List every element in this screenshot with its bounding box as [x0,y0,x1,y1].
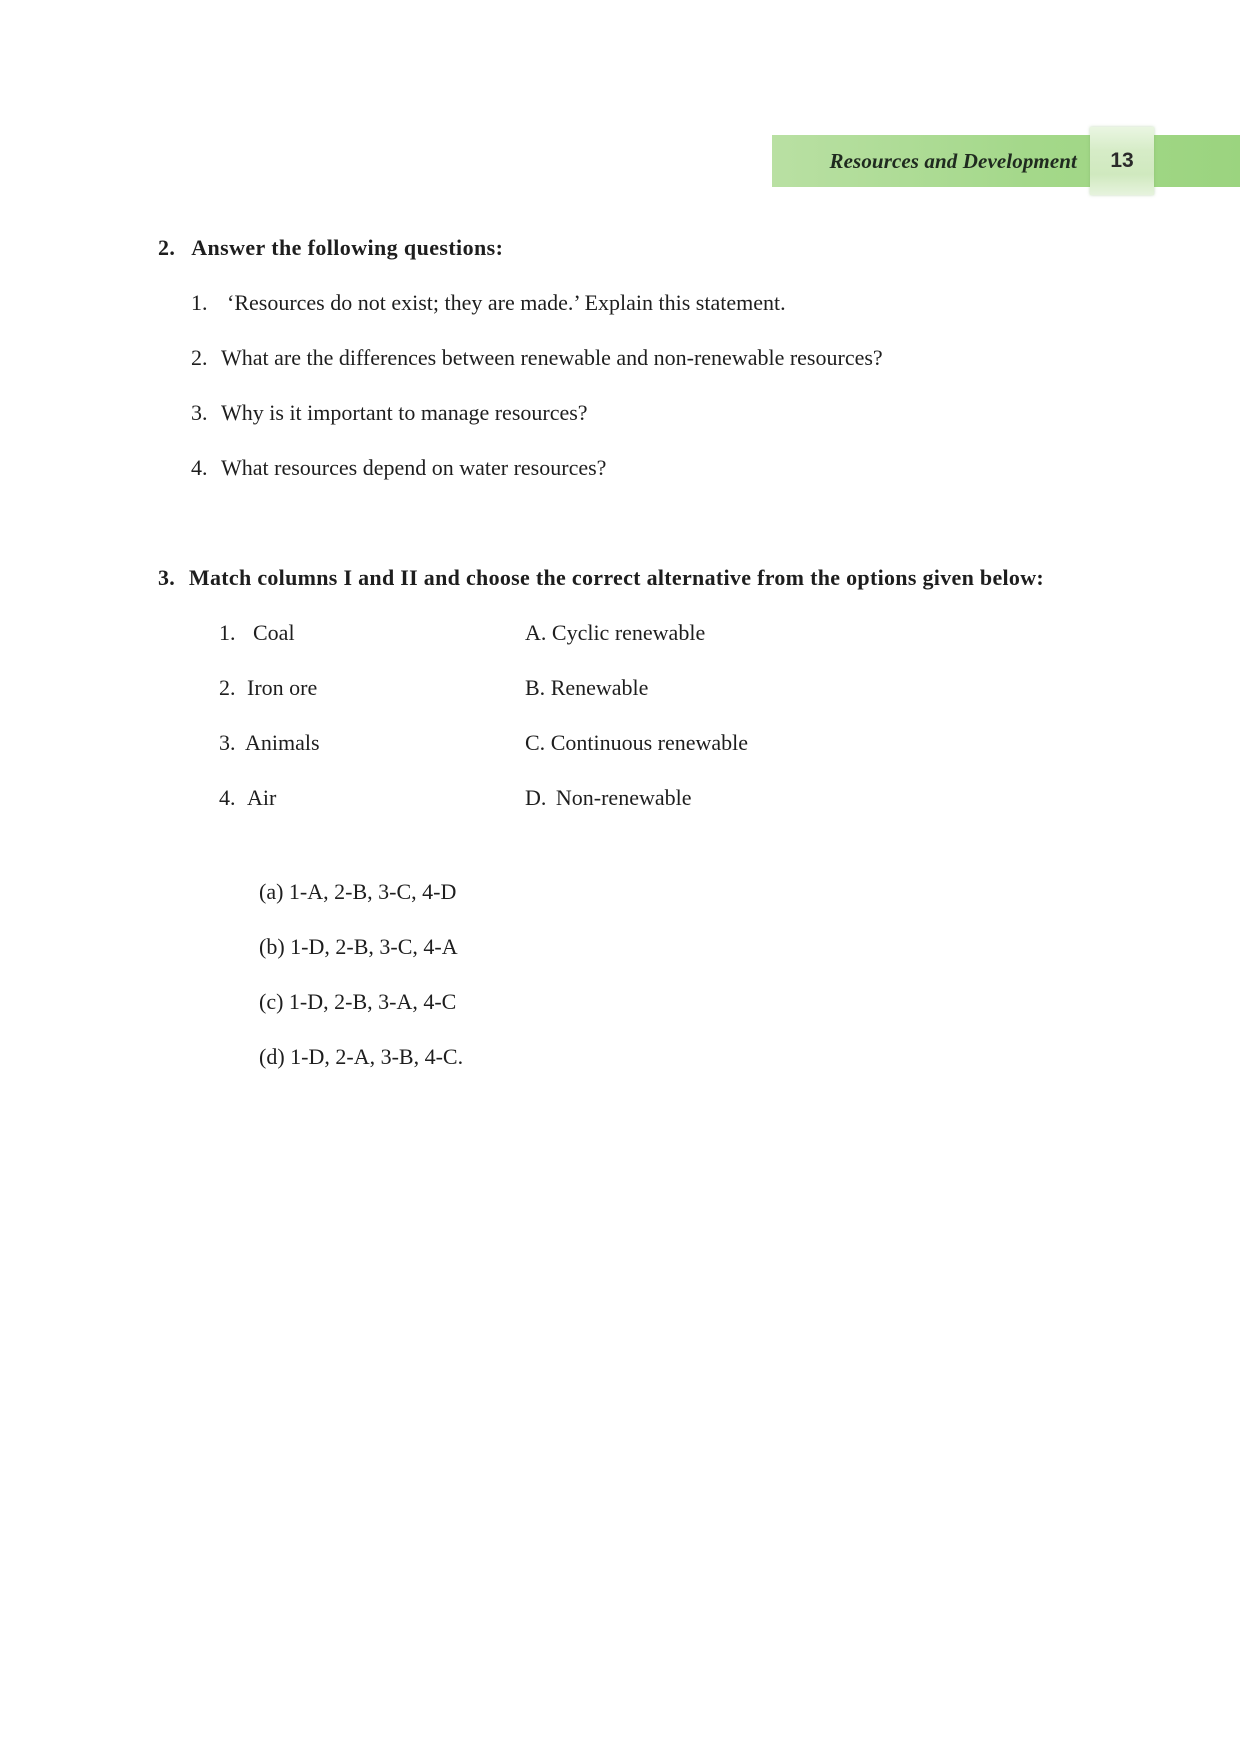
section-3-number: 3. [158,565,176,590]
item-letter: B. [525,675,546,700]
item-text: Air [247,785,277,810]
item-text: Non-renewable [555,785,692,810]
section-3-title: Match columns I and II and choose the correct alternative from the options given below: [188,565,1045,590]
section-2-title: Answer the following questions: [191,235,504,260]
item-text: Animals [245,730,320,755]
item-text: Continuous renewable [550,730,749,755]
answer-option-a: (a) 1-A, 2-B, 3-C, 4-D [259,879,457,904]
item-text: Coal [253,620,295,645]
item-text: Cyclic renewable [551,620,706,645]
item-number: 1. [219,620,236,645]
question-3 [191,399,588,427]
question-number: 1. [191,290,208,315]
column-2-item [525,619,705,647]
item-number: 4. [219,785,236,810]
item-text: Iron ore [247,675,318,700]
column-1-item [219,729,320,757]
section-2-number: 2. [158,235,176,260]
question-2 [191,344,883,372]
question-number: 2. [191,345,208,370]
question-number: 3. [191,400,208,425]
question-text: Why is it important to manage resources? [221,400,588,425]
column-2-item [525,674,648,702]
column-1-item [219,674,317,702]
column-2-item [525,784,692,812]
question-number: 4. [191,455,208,480]
column-2-item [525,729,748,757]
item-letter: C. [525,730,546,755]
item-number: 2. [219,675,236,700]
answer-option-b: (b) 1-D, 2-B, 3-C, 4-A [259,934,458,959]
item-number: 3. [219,730,236,755]
question-text: What are the differences between renewable and non-renewable resources? [221,345,883,370]
column-1-item [219,784,276,812]
question-1 [191,289,786,317]
section-3-heading [158,564,1044,592]
question-text: ‘Resources do not exist; they are made.’ Explain this statement. [227,290,786,315]
question-4 [191,454,606,482]
section-2-heading [158,234,503,262]
item-letter: D. [525,785,547,810]
question-text: What resources depend on water resources? [221,455,607,480]
chapter-title: Resources and Development [829,149,1077,173]
page-number: 13 [1110,149,1134,172]
column-1-item [219,619,295,647]
item-letter: A. [525,620,547,645]
answer-option-d: (d) 1-D, 2-A, 3-B, 4-C. [259,1044,464,1069]
answer-option-c: (c) 1-D, 2-B, 3-A, 4-C [259,989,457,1014]
item-text: Renewable [550,675,649,700]
